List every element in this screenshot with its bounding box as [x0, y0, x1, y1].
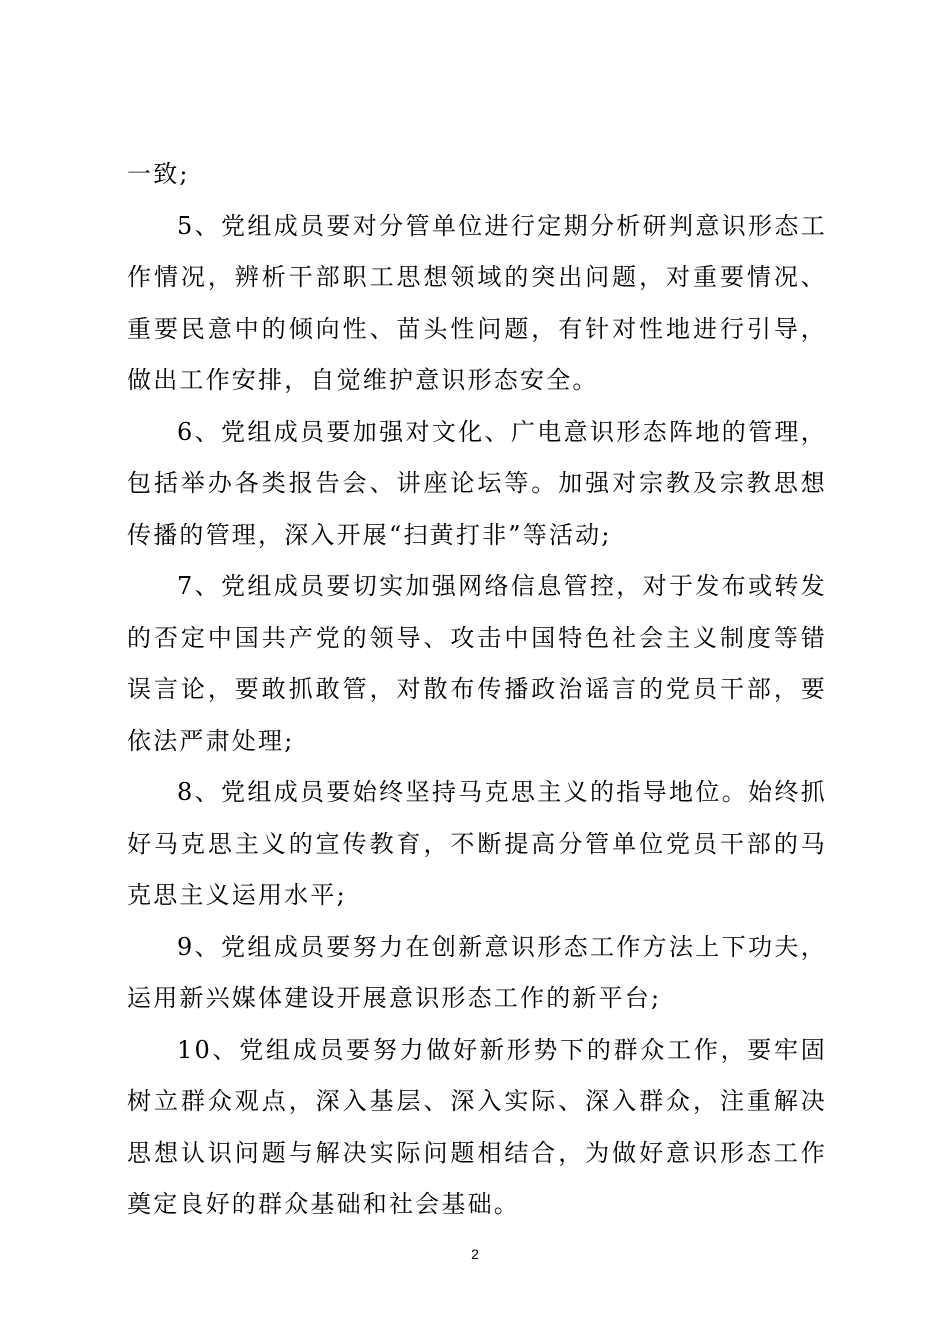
paragraph-item-9: 9、党组成员要努力在创新意识形态工作方法上下功夫，运用新兴媒体建设开展意识形态工作的新平台; [127, 932, 827, 1012]
paragraph-item-5: 5、党组成员要对分管单位进行定期分析研判意识形态工作情况，辨析干部职工思想领域的突出问题，对重要情况、重要民意中的倾向性、苗头性问题，有针对性地进行引导，做出工作安排，自觉维护意识形态安全。 [127, 211, 827, 394]
paragraph-item-7: 7、党组成员要切实加强网络信息管控，对于发布或转发的否定中国共产党的领导、攻击中国特色社会主义制度等错误言论，要敢抓敢管，对散布传播政治谣言的党员干部，要依法严肃处理; [127, 572, 827, 755]
paragraph-item-6: 6、党组成员要加强对文化、广电意识形态阵地的管理，包括举办各类报告会、讲座论坛等。加强对宗教及宗教思想传播的管理，深入开展“扫黄打非”等活动; [127, 417, 827, 549]
page-number: 2 [471, 1246, 479, 1262]
paragraph-item-10: 10、党组成员要努力做好新形势下的群众工作，要牢固树立群众观点，深入基层、深入实际、深入群众，注重解决思想认识问题与解决实际问题相结合，为做好意识形态工作奠定良好的群众基础和社会基础。 [127, 1035, 827, 1218]
paragraph-item-8: 8、党组成员要始终坚持马克思主义的指导地位。始终抓好马克思主义的宣传教育，不断提高分管单位党员干部的马克思主义运用水平; [127, 778, 827, 909]
paragraph-continuation: 一致; [127, 160, 190, 188]
document-body [127, 149, 827, 1231]
